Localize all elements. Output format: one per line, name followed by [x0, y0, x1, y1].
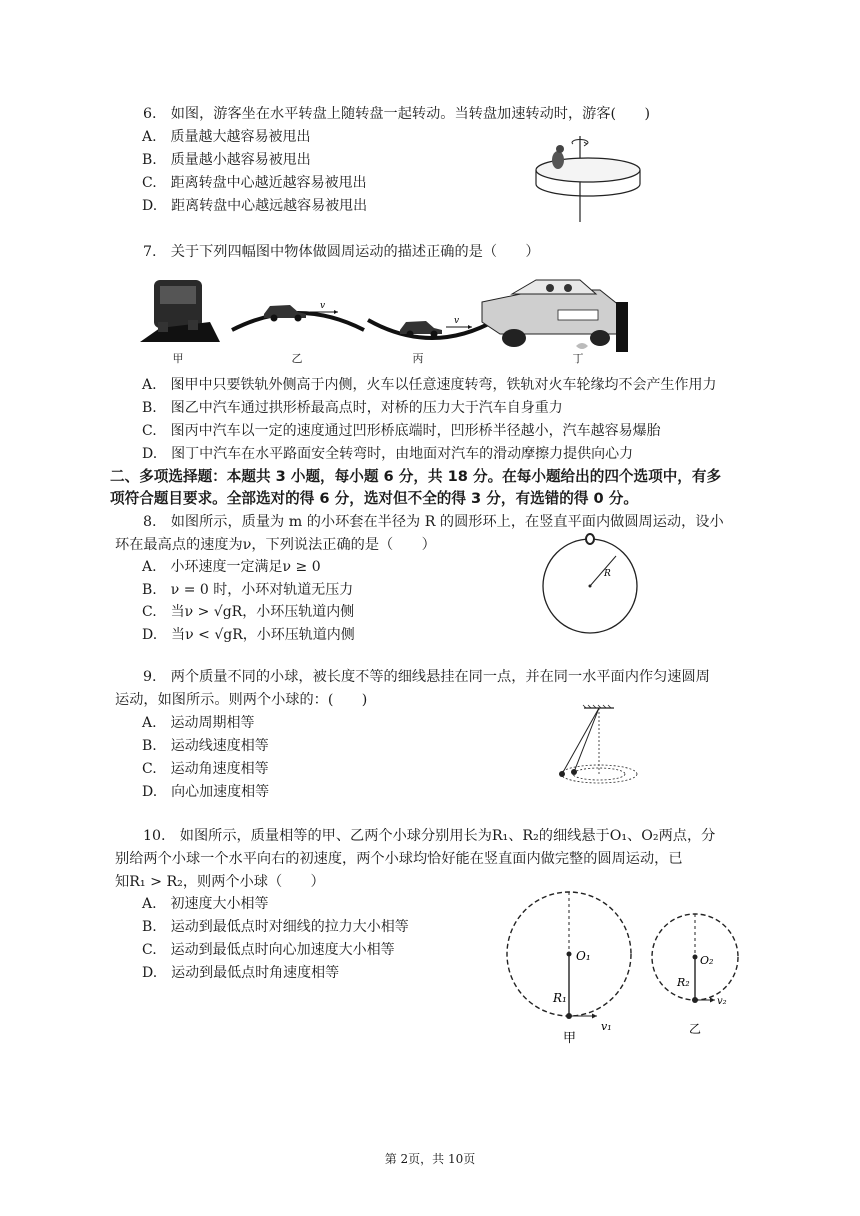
q7-caption-yi: 乙: [291, 352, 303, 365]
q7-option-c: C. 图丙中汽车以一定的速度通过凹形桥底端时，凹形桥半径越小，汽车越容易爆胎: [142, 423, 661, 439]
q9-option-a: A. 运动周期相等: [142, 715, 255, 731]
q10-stem-line1: 10. 如图所示，质量相等的甲、乙两个小球分别用长为R₁、R₂的细线悬于O₁、O₂两点，分: [143, 828, 716, 844]
o1-label: O₁: [576, 949, 591, 963]
q9-conical-pendulum-figure: [550, 704, 645, 792]
turning-car-figure: [482, 280, 628, 352]
q10-option-a: A. 初速度大小相等: [142, 896, 269, 912]
q6-option-a: A. 质量越大越容易被甩出: [142, 129, 311, 145]
q6-option-b: B. 质量越小越容易被甩出: [142, 152, 311, 168]
q7-caption-jia: 甲: [172, 352, 184, 365]
q8-ring-figure: [540, 536, 650, 636]
q9-option-b: B. 运动线速度相等: [142, 738, 269, 754]
radius-label: R: [604, 569, 611, 579]
section-2-heading-line1: 二、多项选择题：本题共 3 小题，每小题 6 分，共 18 分。在每小题给出的四个选项中，有多: [110, 468, 722, 485]
q8-option-d: D. 当ν < √gR，小环压轨道内侧: [142, 627, 355, 643]
q8-option-c: C. 当ν > √gR，小环压轨道内侧: [142, 604, 355, 620]
q9-option-d: D. 向心加速度相等: [142, 784, 270, 800]
page-footer: 第 2页，共 10页: [384, 1152, 476, 1166]
section-2-heading-line2: 项符合题目要求。全部选对的得 6 分，选对但不全的得 3 分，有选错的得 0 分。: [110, 490, 638, 507]
q6-turntable-figure: [530, 132, 650, 227]
train-figure: [140, 280, 220, 342]
caption-jia: 甲: [563, 1031, 577, 1046]
q9-option-c: C. 运动角速度相等: [142, 761, 269, 777]
q6-option-c: C. 距离转盘中心越近越容易被甩出: [142, 175, 367, 191]
q7-option-a: A. 图甲中只要铁轨外侧高于内侧，火车以任意速度转弯，铁轨对火车轮缘均不会产生作用力: [142, 377, 717, 393]
q8-option-a: A. 小环速度一定满足ν ≥ 0: [142, 559, 321, 575]
q10-stem-line3: 知R₁ > R₂，则两个小球（ ）: [115, 874, 325, 890]
q10-stem-line2: 别给两个小球一个水平向右的初速度，两个小球均恰好能在竖直面内做完整的圆周运动，已: [115, 851, 683, 867]
caption-yi: 乙: [689, 1022, 702, 1036]
q8-stem-line2: 环在最高点的速度为ν，下列说法正确的是（ ）: [115, 537, 436, 553]
q10-option-c: C. 运动到最低点时向心加速度大小相等: [142, 942, 395, 958]
v2-label: v₂: [717, 996, 727, 1007]
q7-option-b: B. 图乙中汽车通过拱形桥最高点时，对桥的压力大于汽车自身重力: [142, 400, 563, 416]
q6-option-d: D. 距离转盘中心越远越容易被甩出: [142, 198, 368, 214]
concave-velocity-label: v: [454, 316, 460, 326]
r1-label: R₁: [553, 991, 567, 1005]
arch-bridge-figure: [232, 301, 364, 330]
v1-label: v₁: [601, 1020, 612, 1033]
r2-label: R₂: [677, 976, 690, 989]
q9-stem-line2: 运动，如图所示。则两个小球的：( ): [115, 692, 368, 708]
q10-option-b: B. 运动到最低点时对细线的拉力大小相等: [142, 919, 409, 935]
q8-stem-line1: 8. 如图所示，质量为 m 的小环套在半径为 R 的圆形环上，在竖直平面内做圆周运动，设小: [143, 514, 724, 530]
q7-four-figures: [140, 272, 630, 367]
q6-stem: 6. 如图，游客坐在水平转盘上随转盘一起转动。当转盘加速转动时，游客( ): [143, 106, 650, 122]
q7-caption-bing: 丙: [412, 352, 424, 365]
q7-caption-ding: 丁: [572, 352, 584, 365]
q8-option-b: B. ν = 0 时，小环对轨道无压力: [142, 582, 354, 598]
q7-option-d: D. 图丁中汽车在水平路面安全转弯时，由地面对汽车的滑动摩擦力提供向心力: [142, 446, 634, 462]
q10-two-circles-figure: [505, 890, 775, 1050]
arch-velocity-label: v: [320, 301, 326, 311]
concave-bridge-figure: [368, 316, 496, 338]
q9-stem-line1: 9. 两个质量不同的小球，被长度不等的细线悬挂在同一点，并在同一水平面内作匀速圆周: [143, 669, 710, 685]
q7-stem: 7. 关于下列四幅图中物体做圆周运动的描述正确的是（ ）: [143, 244, 540, 260]
o2-label: O₂: [700, 954, 714, 967]
q10-option-d: D. 运动到最低点时角速度相等: [142, 965, 340, 981]
